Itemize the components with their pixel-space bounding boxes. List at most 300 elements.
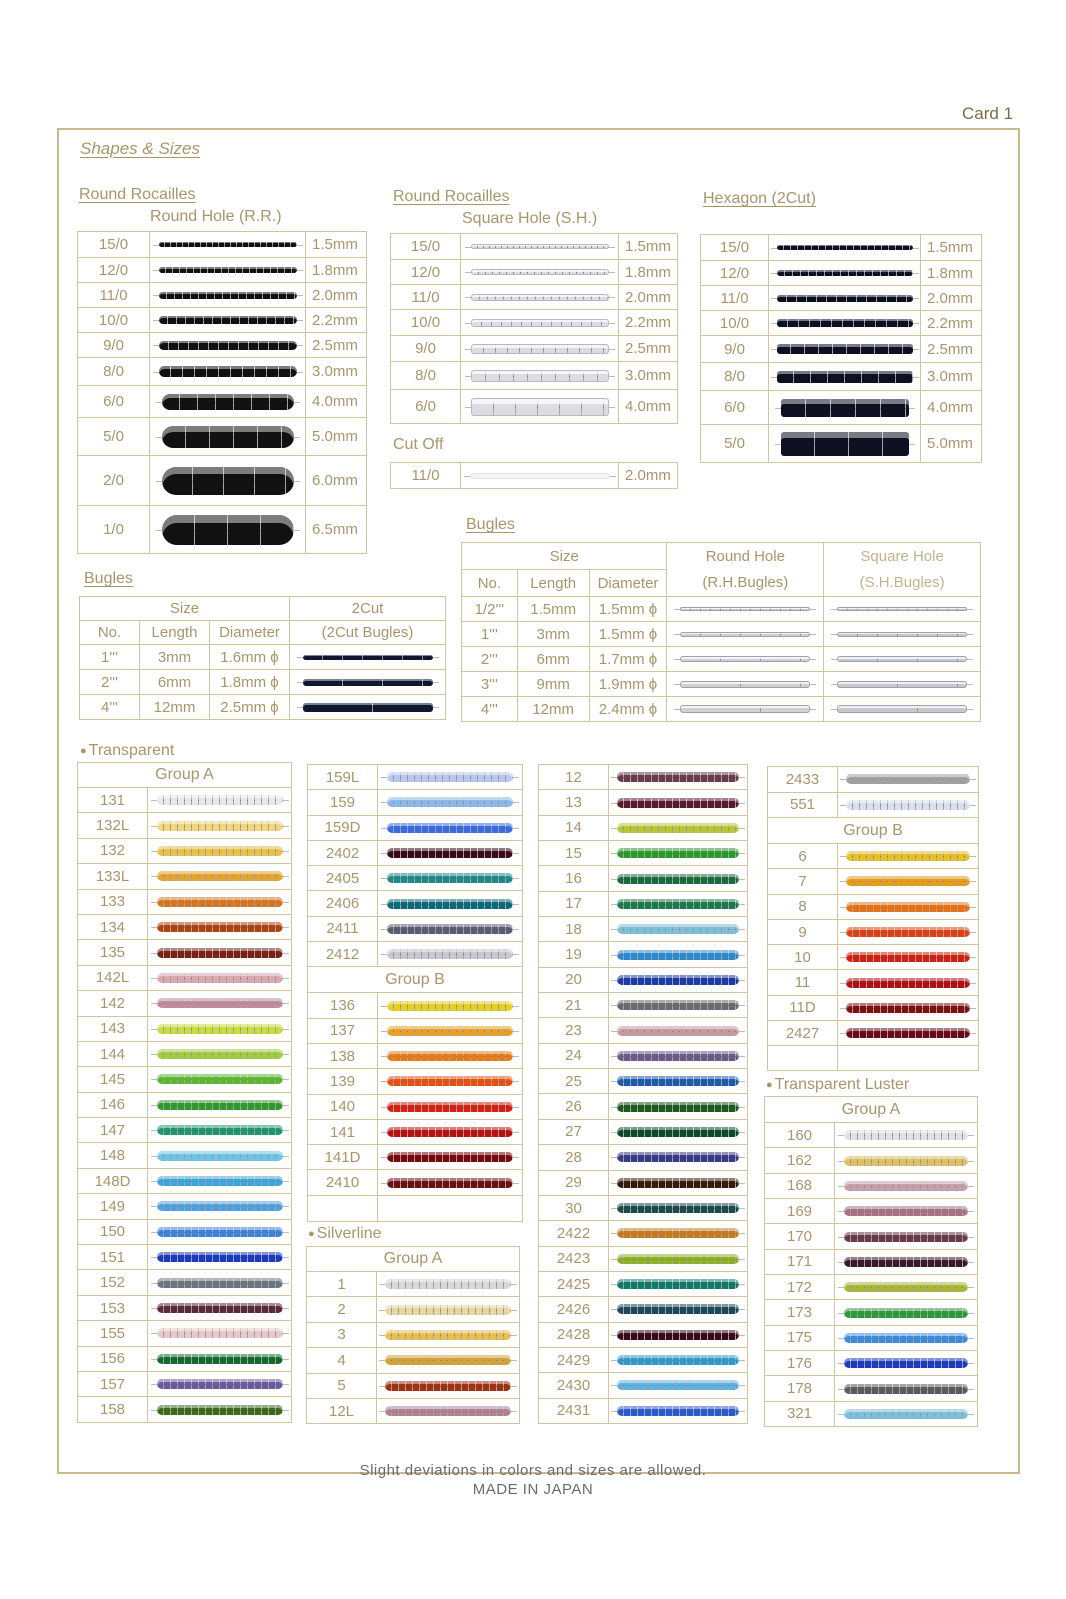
color-sample: [148, 914, 292, 939]
bl-length: 6mm: [140, 670, 210, 695]
color-sample: [609, 942, 748, 967]
sh-size: 11/0: [391, 285, 461, 310]
color-row: [539, 1094, 748, 1119]
color-code: 148: [78, 1143, 148, 1168]
color-row: [768, 945, 979, 970]
bead-strand: [387, 1001, 513, 1011]
color-sample: [377, 1297, 520, 1322]
rr-row: [78, 418, 367, 456]
bead-strand: [385, 1381, 511, 1391]
rr-size: 10/0: [78, 308, 150, 333]
rr-size: 8/0: [78, 358, 150, 386]
color-row: [539, 1195, 748, 1220]
color-code: 151: [78, 1245, 148, 1270]
color-sample: [609, 917, 748, 942]
bead-strand: [471, 269, 609, 275]
color-code: 2402: [308, 840, 378, 865]
bead-strand: [159, 292, 297, 299]
color-row: [307, 1398, 520, 1423]
color-code: 2430: [539, 1373, 609, 1398]
bugles-left-heading: Bugles: [84, 570, 133, 587]
color-sample: [148, 1194, 292, 1219]
color-sample: [835, 1325, 978, 1350]
color-row: [78, 1219, 292, 1244]
color-code: 21: [539, 993, 609, 1018]
color-row: [765, 1325, 978, 1350]
bead-strand: [385, 1406, 511, 1416]
color-code: 148D: [78, 1168, 148, 1193]
t4-group-b-row: [768, 818, 979, 844]
color-code: 16: [539, 866, 609, 891]
color-code: 159: [308, 790, 378, 815]
color-code: 2431: [539, 1398, 609, 1423]
bugles-right-heading: Bugles: [466, 516, 515, 533]
hex-mm: 3.0mm: [921, 363, 982, 391]
hex-sample: [769, 391, 921, 425]
rr-mm: 6.5mm: [306, 506, 367, 554]
cutoff-table: [390, 462, 678, 489]
color-sample: [838, 945, 979, 970]
bead-strand: [157, 1201, 283, 1211]
bead-strand: [844, 1333, 968, 1343]
color-sample: [148, 1067, 292, 1092]
color-sample: [609, 1271, 748, 1296]
color-row: [768, 1021, 979, 1046]
bead-strand: [617, 1254, 739, 1264]
bead-strand: [471, 370, 609, 382]
color-sample: [378, 1119, 523, 1144]
bead-strand: [617, 1380, 739, 1390]
bead-strand: [617, 772, 739, 782]
color-sample: [378, 916, 523, 941]
color-row: [308, 916, 523, 941]
color-sample: [609, 1322, 748, 1347]
color-code: 26: [539, 1094, 609, 1119]
bead-strand: [617, 950, 739, 960]
br-row: [462, 597, 981, 622]
color-sample: [835, 1249, 978, 1274]
bead-strand: [157, 922, 283, 932]
br-col-no: No.: [462, 570, 518, 597]
color-row: [308, 993, 523, 1018]
color-sample: [835, 1199, 978, 1224]
rr-size: 6/0: [78, 386, 150, 418]
bl-diameter: 1.6mm ϕ: [210, 645, 290, 670]
hex-sample: [769, 363, 921, 391]
color-code: 140: [308, 1094, 378, 1119]
color-sample: [609, 1246, 748, 1271]
card-label: Card 1: [962, 104, 1014, 123]
color-code: 146: [78, 1092, 148, 1117]
color-sample: [148, 1245, 292, 1270]
sh-row: [391, 285, 678, 310]
color-row: [765, 1275, 978, 1300]
color-row: [78, 1270, 292, 1295]
rr-row: [78, 358, 367, 386]
sh-row: [391, 336, 678, 362]
color-sample: [609, 841, 748, 866]
color-row: [539, 1018, 748, 1043]
color-sample: [148, 1016, 292, 1041]
rr-row: [78, 386, 367, 418]
color-sample: [838, 869, 979, 894]
color-sample: [148, 1270, 292, 1295]
sh-sample: [461, 285, 619, 310]
luster-heading: ● Transparent Luster: [766, 1076, 909, 1094]
bead-strand: [617, 874, 739, 884]
bead-strand: [844, 1232, 968, 1242]
color-sample: [609, 1170, 748, 1195]
br-length: 9mm: [517, 672, 589, 697]
sh-sample: [461, 234, 619, 260]
bl-2cut-sub: (2Cut Bugles): [290, 621, 446, 645]
rr-mm: 4.0mm: [306, 386, 367, 418]
bead-strand: [617, 1127, 739, 1137]
color-sample: [835, 1275, 978, 1300]
sh-sample: [461, 260, 619, 285]
color-code: 15: [539, 841, 609, 866]
bead-strand: [387, 1102, 513, 1112]
color-row: [307, 1272, 520, 1297]
hex-sample: [769, 336, 921, 363]
color-code: 168: [765, 1173, 835, 1198]
color-row: [307, 1373, 520, 1398]
color-sample: [148, 991, 292, 1016]
color-sample: [378, 993, 523, 1018]
br-rh-header: [667, 543, 824, 597]
color-code: 2428: [539, 1322, 609, 1347]
color-code: 551: [768, 792, 838, 818]
color-code: 9: [768, 919, 838, 944]
br-col-length: Length: [517, 570, 589, 597]
br-sh-a: Square Hole: [860, 547, 944, 565]
color-code: 2426: [539, 1297, 609, 1322]
bead-strand: [157, 1379, 283, 1389]
bead-strand: [846, 876, 970, 886]
color-code: 7: [768, 869, 838, 894]
color-sample: [378, 1018, 523, 1043]
color-row: [539, 891, 748, 916]
color-sample: [148, 889, 292, 914]
bead-strand: [385, 1279, 511, 1289]
br-rh-sample: [667, 672, 824, 697]
bead-strand: [157, 821, 283, 831]
color-sample: [148, 1168, 292, 1193]
color-row: [539, 866, 748, 891]
sh-mm: 3.0mm: [619, 362, 678, 390]
bead-strand: [844, 1308, 968, 1318]
color-code: 176: [765, 1351, 835, 1376]
color-sample: [148, 1041, 292, 1066]
color-row: [539, 1398, 748, 1423]
bead-strand: [846, 902, 970, 912]
color-code: 6: [768, 844, 838, 869]
color-sample: [838, 844, 979, 869]
color-code: 2405: [308, 866, 378, 891]
color-code: 8: [768, 894, 838, 919]
color-code: 19: [539, 942, 609, 967]
page-title: Shapes & Sizes: [80, 139, 201, 158]
color-row: [78, 965, 292, 990]
bead-strand: [157, 1354, 283, 1364]
color-code: 153: [78, 1295, 148, 1320]
color-row: [539, 1170, 748, 1195]
color-sample: [148, 1371, 292, 1396]
rr-sample: [150, 232, 306, 258]
color-code: 160: [765, 1123, 835, 1148]
color-sample: [378, 866, 523, 891]
sh-size: 12/0: [391, 260, 461, 285]
bead-strand: [157, 1328, 283, 1338]
color-code: 20: [539, 967, 609, 992]
color-code: 30: [539, 1195, 609, 1220]
bead-strand: [157, 948, 283, 958]
rr-mm: 3.0mm: [306, 358, 367, 386]
color-code: 158: [78, 1397, 148, 1422]
bugles-right-table: [461, 542, 981, 722]
hex-mm: 4.0mm: [921, 391, 982, 425]
color-sample: [378, 840, 523, 865]
hex-mm: 5.0mm: [921, 425, 982, 463]
hex-mm: 1.8mm: [921, 261, 982, 286]
color-sample: [838, 792, 979, 818]
color-row: [78, 889, 292, 914]
color-code: 159D: [308, 815, 378, 840]
sh-size: 9/0: [391, 336, 461, 362]
color-row: [539, 1271, 748, 1296]
color-row: [539, 942, 748, 967]
bugles-left-table: [79, 596, 446, 720]
bead-strand: [846, 927, 970, 937]
bead-strand: [617, 1228, 739, 1238]
color-code: 2423: [539, 1246, 609, 1271]
br-no: 4''': [462, 697, 518, 722]
color-code: 142: [78, 991, 148, 1016]
bead-strand: [781, 399, 909, 417]
color-code: 155: [78, 1321, 148, 1346]
color-code: 2: [307, 1297, 377, 1322]
rr-sample: [150, 386, 306, 418]
color-code: 24: [539, 1043, 609, 1068]
color-code: 144: [78, 1041, 148, 1066]
bead-strand: [777, 344, 913, 354]
color-row: [768, 869, 979, 894]
color-code: 2406: [308, 891, 378, 916]
color-sample: [148, 1143, 292, 1168]
color-code: 141D: [308, 1145, 378, 1170]
color-sample: [148, 1295, 292, 1320]
br-sh-sample: [824, 622, 981, 647]
color-code: 28: [539, 1145, 609, 1170]
color-row: [78, 991, 292, 1016]
color-row: [765, 1351, 978, 1376]
color-row: [308, 1018, 523, 1043]
bead-strand: [157, 1227, 283, 1237]
bead-strand: [846, 800, 970, 810]
color-code: 132L: [78, 813, 148, 838]
color-row: [768, 792, 979, 818]
br-no: 1/2''': [462, 597, 518, 622]
color-code: 175: [765, 1325, 835, 1350]
color-code: 147: [78, 1118, 148, 1143]
color-code: 138: [308, 1043, 378, 1068]
bead-strand: [777, 371, 913, 383]
bead-strand: [387, 949, 513, 959]
color-row: [765, 1401, 978, 1426]
color-sample: [838, 1021, 979, 1046]
bead-strand: [617, 1203, 739, 1213]
rr-sample: [150, 283, 306, 308]
rr-row: [78, 308, 367, 333]
bl-no: 4''': [80, 695, 140, 720]
footer-disclaimer: Slight deviations in colors and sizes are allowed.: [359, 1462, 707, 1479]
bead-strand: [157, 846, 283, 856]
br-sh-sample: [824, 697, 981, 722]
rr-mm: 1.5mm: [306, 232, 367, 258]
br-diameter: 1.5mm ϕ: [589, 597, 667, 622]
color-row: [78, 813, 292, 838]
sh-row: [391, 234, 678, 260]
bead-strand: [157, 1100, 283, 1110]
br-length: 6mm: [517, 647, 589, 672]
bead-strand: [162, 426, 294, 448]
color-code: 139: [308, 1069, 378, 1094]
color-sample: [609, 1119, 748, 1144]
bead-strand: [387, 873, 513, 883]
color-sample: [838, 767, 979, 793]
rr-heading: Round Rocailles: [79, 186, 196, 203]
color-row: [308, 942, 523, 967]
hex-size: 10/0: [701, 311, 769, 336]
bead-strand: [303, 679, 433, 686]
bead-strand: [387, 924, 513, 934]
color-row: [765, 1123, 978, 1148]
color-row: [308, 891, 523, 916]
bl-sample: [290, 695, 446, 720]
sh-mm: 1.5mm: [619, 234, 678, 260]
bead-strand: [844, 1130, 968, 1140]
color-code: 156: [78, 1346, 148, 1371]
rr-mm: 2.5mm: [306, 333, 367, 358]
bead-strand: [387, 1076, 513, 1086]
color-code: 11D: [768, 995, 838, 1020]
rr-size: 2/0: [78, 456, 150, 506]
color-row: [308, 1119, 523, 1144]
hex-size: 6/0: [701, 391, 769, 425]
cutoff-heading: Cut Off: [393, 436, 444, 453]
color-row: [308, 1170, 523, 1195]
color-sample: [838, 970, 979, 995]
color-sample: [609, 1043, 748, 1068]
color-row: [768, 844, 979, 869]
hex-row: [701, 261, 982, 286]
color-code: 136: [308, 993, 378, 1018]
color-code: 14: [539, 815, 609, 840]
bead-strand: [846, 851, 970, 861]
bl-sample: [290, 645, 446, 670]
color-sample: [835, 1300, 978, 1325]
sh-size: 6/0: [391, 390, 461, 424]
color-sample: [609, 1347, 748, 1372]
color-code: 133L: [78, 864, 148, 889]
rr-row: [78, 258, 367, 283]
bl-length: 3mm: [140, 645, 210, 670]
color-code: 133: [78, 889, 148, 914]
color-code: 171: [765, 1249, 835, 1274]
bead-strand: [844, 1156, 968, 1166]
br-diameter: 1.9mm ϕ: [589, 672, 667, 697]
color-code: 157: [78, 1371, 148, 1396]
bead-strand: [617, 798, 739, 808]
br-rh-sample: [667, 622, 824, 647]
rr-sample: [150, 258, 306, 283]
sh-subheading: Square Hole (S.H.): [462, 210, 598, 227]
color-sample: [835, 1173, 978, 1198]
lu-group-a: Group A: [765, 1097, 978, 1123]
bead-strand: [385, 1330, 511, 1340]
bead-strand: [680, 681, 810, 688]
color-sample: [378, 790, 523, 815]
color-code: 3: [307, 1322, 377, 1347]
transparent-col4: [767, 766, 979, 1071]
color-row: [78, 1295, 292, 1320]
br-sh-sample: [824, 672, 981, 697]
color-code: 169: [765, 1199, 835, 1224]
hex-sample: [769, 425, 921, 463]
rr-mm: 2.2mm: [306, 308, 367, 333]
bead-strand: [387, 1152, 513, 1162]
bead-strand: [162, 394, 294, 410]
rr-sample: [150, 506, 306, 554]
br-length: 12mm: [517, 697, 589, 722]
color-row: [308, 1043, 523, 1068]
color-sample: [148, 965, 292, 990]
bead-strand: [617, 1152, 739, 1162]
bead-strand: [617, 1355, 739, 1365]
color-code: 25: [539, 1069, 609, 1094]
br-no: 1''': [462, 622, 518, 647]
bead-strand: [837, 705, 967, 713]
hex-sample: [769, 311, 921, 336]
color-row: [539, 1347, 748, 1372]
sh-row: [391, 362, 678, 390]
color-sample: [609, 1145, 748, 1170]
bead-strand: [846, 978, 970, 988]
bead-strand: [680, 705, 810, 713]
transparent-col1: [77, 762, 292, 1423]
bead-strand: [844, 1282, 968, 1292]
color-sample: [609, 1195, 748, 1220]
hex-row: [701, 425, 982, 463]
bead-strand: [617, 1076, 739, 1086]
color-code: 2412: [308, 942, 378, 967]
sh-sample: [461, 336, 619, 362]
color-row: [308, 1069, 523, 1094]
color-row: [539, 917, 748, 942]
hex-size: 11/0: [701, 286, 769, 311]
footer-origin: MADE IN JAPAN: [472, 1481, 594, 1498]
sh-size: 15/0: [391, 234, 461, 260]
color-row: [539, 841, 748, 866]
color-code: 178: [765, 1376, 835, 1401]
color-code: 23: [539, 1018, 609, 1043]
rr-row: [78, 283, 367, 308]
bead-strand: [844, 1257, 968, 1267]
sh-table: [390, 233, 678, 424]
t2-group-b-row: [308, 967, 523, 993]
color-code: 135: [78, 940, 148, 965]
rr-row: [78, 232, 367, 258]
